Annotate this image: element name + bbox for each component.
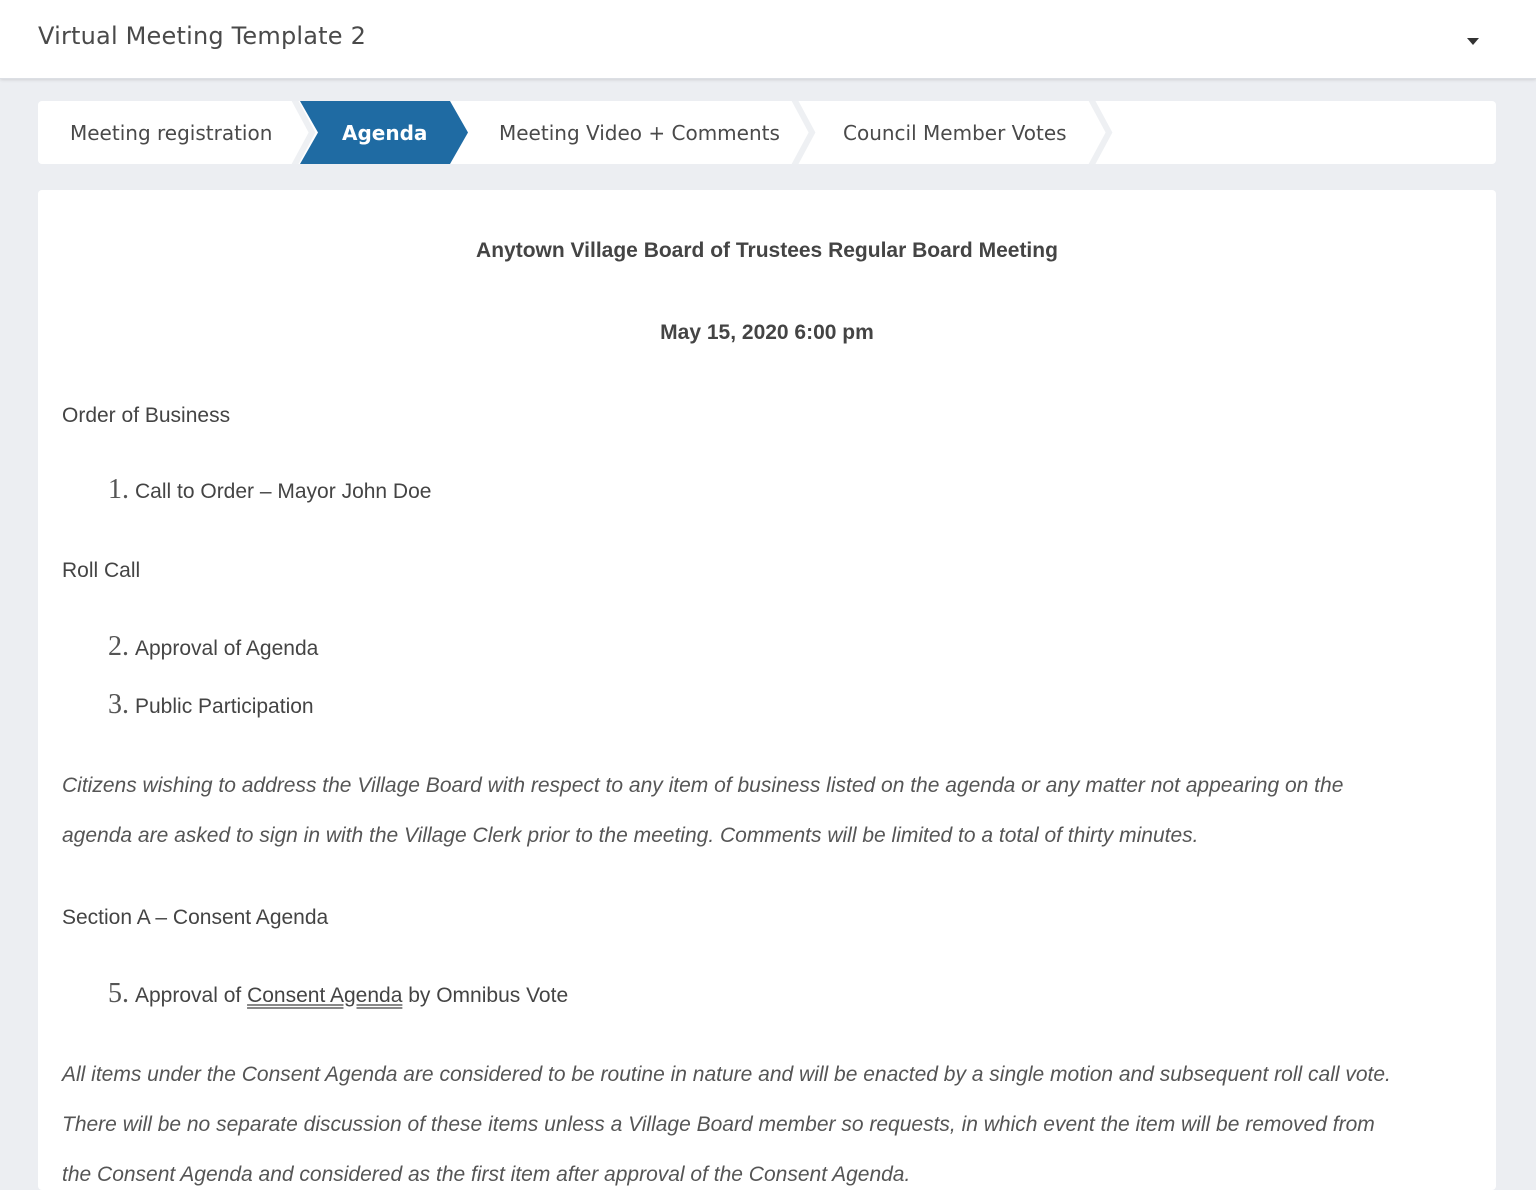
note-line: agenda are asked to sign in with the Village Clerk prior to the meeting. Comments will be limited to a total of thirty minutes. [62,824,1199,847]
step-meeting-registration[interactable]: Meeting registration [70,121,273,145]
public-participation-note [62,761,1482,861]
note-line: the Consent Agenda and considered as the first item after approval of the Consent Agenda. [62,1163,911,1186]
item-number: 3. [108,689,129,720]
note-line: All items under the Consent Agenda are considered to be routine in nature and will be enacted by a single motion and subsequent roll call vote. [62,1063,1391,1086]
consent-agenda-note [62,1050,1482,1190]
agenda-item [108,689,314,721]
section-a-heading: Section A – Consent Agenda [62,906,329,929]
header-bar [0,0,1536,79]
consent-agenda-link[interactable]: Consent Agenda [247,984,403,1007]
item-number: 2. [108,631,129,662]
item-text: Public Participation [135,695,314,718]
agenda-item [108,631,318,663]
meeting-title: Anytown Village Board of Trustees Regular Board Meeting [476,239,1058,262]
agenda-card [38,190,1496,1190]
step-agenda[interactable]: Agenda [342,121,428,145]
item-text-suffix: by Omnibus Vote [402,984,569,1007]
step-separator [794,101,812,164]
page-title: Virtual Meeting Template 2 [38,22,367,50]
order-of-business-heading: Order of Business [62,404,231,427]
item-text: Approval of Agenda [135,637,319,660]
caret-down-icon[interactable] [1467,38,1479,45]
step-navigation [38,101,1496,164]
step-meeting-video-comments[interactable]: Meeting Video + Comments [499,121,780,145]
step-separator [1091,101,1109,164]
step-council-member-votes[interactable]: Council Member Votes [843,121,1067,145]
note-line: Citizens wishing to address the Village Board with respect to any item of business listed on the agenda or any matter not appearing on the [62,774,1344,797]
roll-call-heading: Roll Call [62,559,141,582]
note-line: There will be no separate discussion of these items unless a Village Board member so requests, in which event the item will be removed from [62,1113,1375,1136]
agenda-item [108,474,431,506]
item-number: 1. [108,474,129,505]
agenda-item [108,978,568,1010]
item-number: 5. [108,978,129,1009]
item-text-prefix: Approval of [135,984,248,1007]
item-text: Call to Order – Mayor John Doe [135,480,432,503]
meeting-datetime: May 15, 2020 6:00 pm [660,321,874,344]
